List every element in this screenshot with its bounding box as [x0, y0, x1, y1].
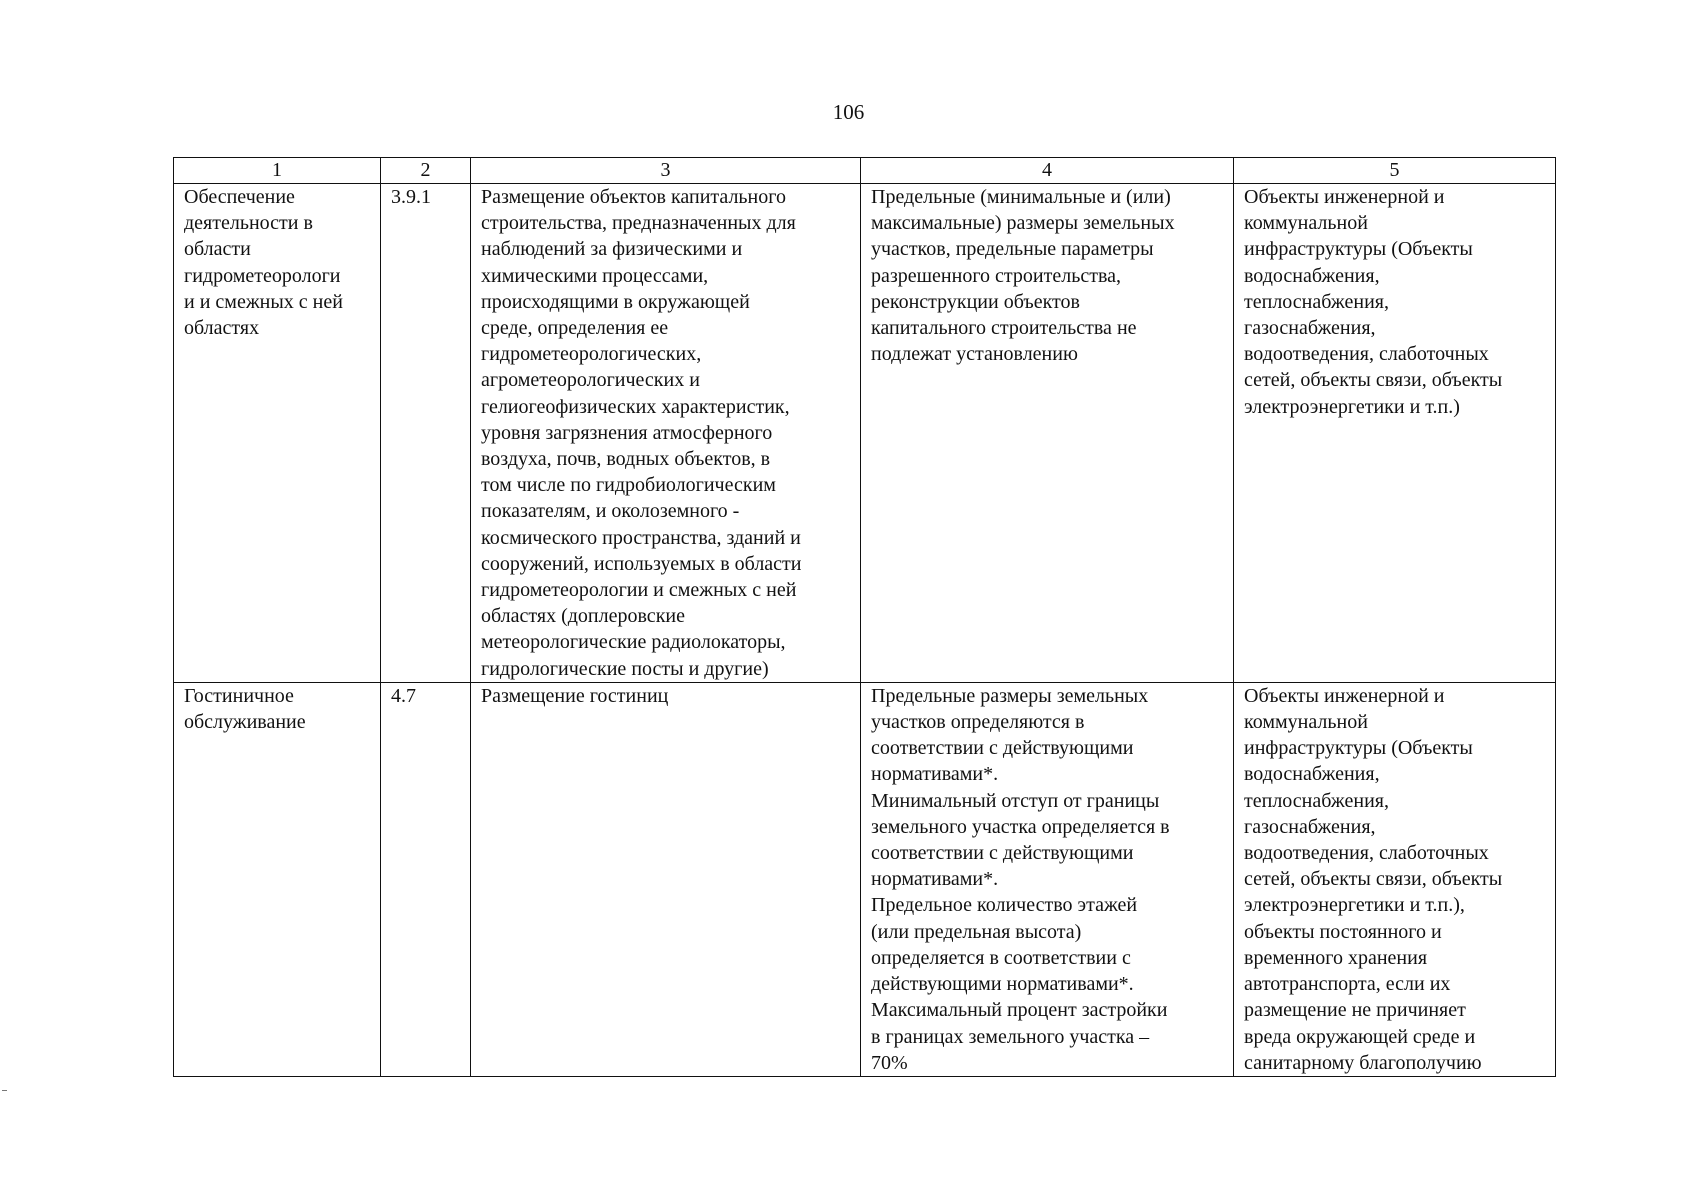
use-type-description: Размещение объектов капитального строительства, предназначенных для наблюдений за физическими и химическими процессами, происходящими в окружающей среде, определения ее гидрометеорологических, агрометеорологических и гелиогеофизических характеристик, уровня загрязнения атмосферного воздуха, почв, водных объектов, в том числе по гидробиологическим показателям, и околоземного - космического пространства, зданий и сооружений, используемых в области гидрометеорологии и смежных с ней областях (доплеровские метеорологические радиолокаторы, гидрологические посты и другие) [471, 184, 861, 683]
table-row [174, 184, 1556, 683]
column-header-4: 4 [861, 158, 1234, 184]
use-type-description: Размещение гостиниц [471, 682, 861, 1076]
column-header-2: 2 [381, 158, 471, 184]
table-row [174, 682, 1556, 1076]
use-type-name: Обеспечение деятельности в области гидрометеорологи и и смежных с ней областях [174, 184, 381, 683]
construction-parameters: Предельные размеры земельных участков определяются в соответствии с действующими нормативами*. Минимальный отступ от границы земельного участка определяется в соответствии с действующими нормативами*. Предельное количество этажей (или предельная высота) определяется в соответствии с действующими нормативами*. Максимальный процент застройки в границах земельного участка – 70% [861, 682, 1234, 1076]
use-type-name: Гостиничное обслуживание [174, 682, 381, 1076]
page-number: 106 [832, 100, 865, 124]
table-header-row [174, 158, 1556, 184]
column-header-1: 1 [174, 158, 381, 184]
construction-parameters: Предельные (минимальные и (или) максимальные) размеры земельных участков, предельные параметры разрешенного строительства, реконструкции объектов капитального строительства не подлежат установлению [861, 184, 1234, 683]
scan-edge-mark [2, 1090, 7, 1091]
use-type-code: 4.7 [381, 682, 471, 1076]
auxiliary-uses: Объекты инженерной и коммунальной инфраструктуры (Объекты водоснабжения, теплоснабжения, газоснабжения, водоотведения, слаботочных сетей, объекты связи, объекты электроэнергетики и т.п.) [1234, 184, 1556, 683]
column-header-3: 3 [471, 158, 861, 184]
column-header-5: 5 [1234, 158, 1556, 184]
use-type-code: 3.9.1 [381, 184, 471, 683]
land-use-table [173, 157, 1556, 1077]
auxiliary-uses: Объекты инженерной и коммунальной инфраструктуры (Объекты водоснабжения, теплоснабжения, газоснабжения, водоотведения, слаботочных сетей, объекты связи, объекты электроэнергетики и т.п.), объекты постоянного и временного хранения автотранспорта, если их размещение не причиняет вреда окружающей среде и санитарному благополучию [1234, 682, 1556, 1076]
